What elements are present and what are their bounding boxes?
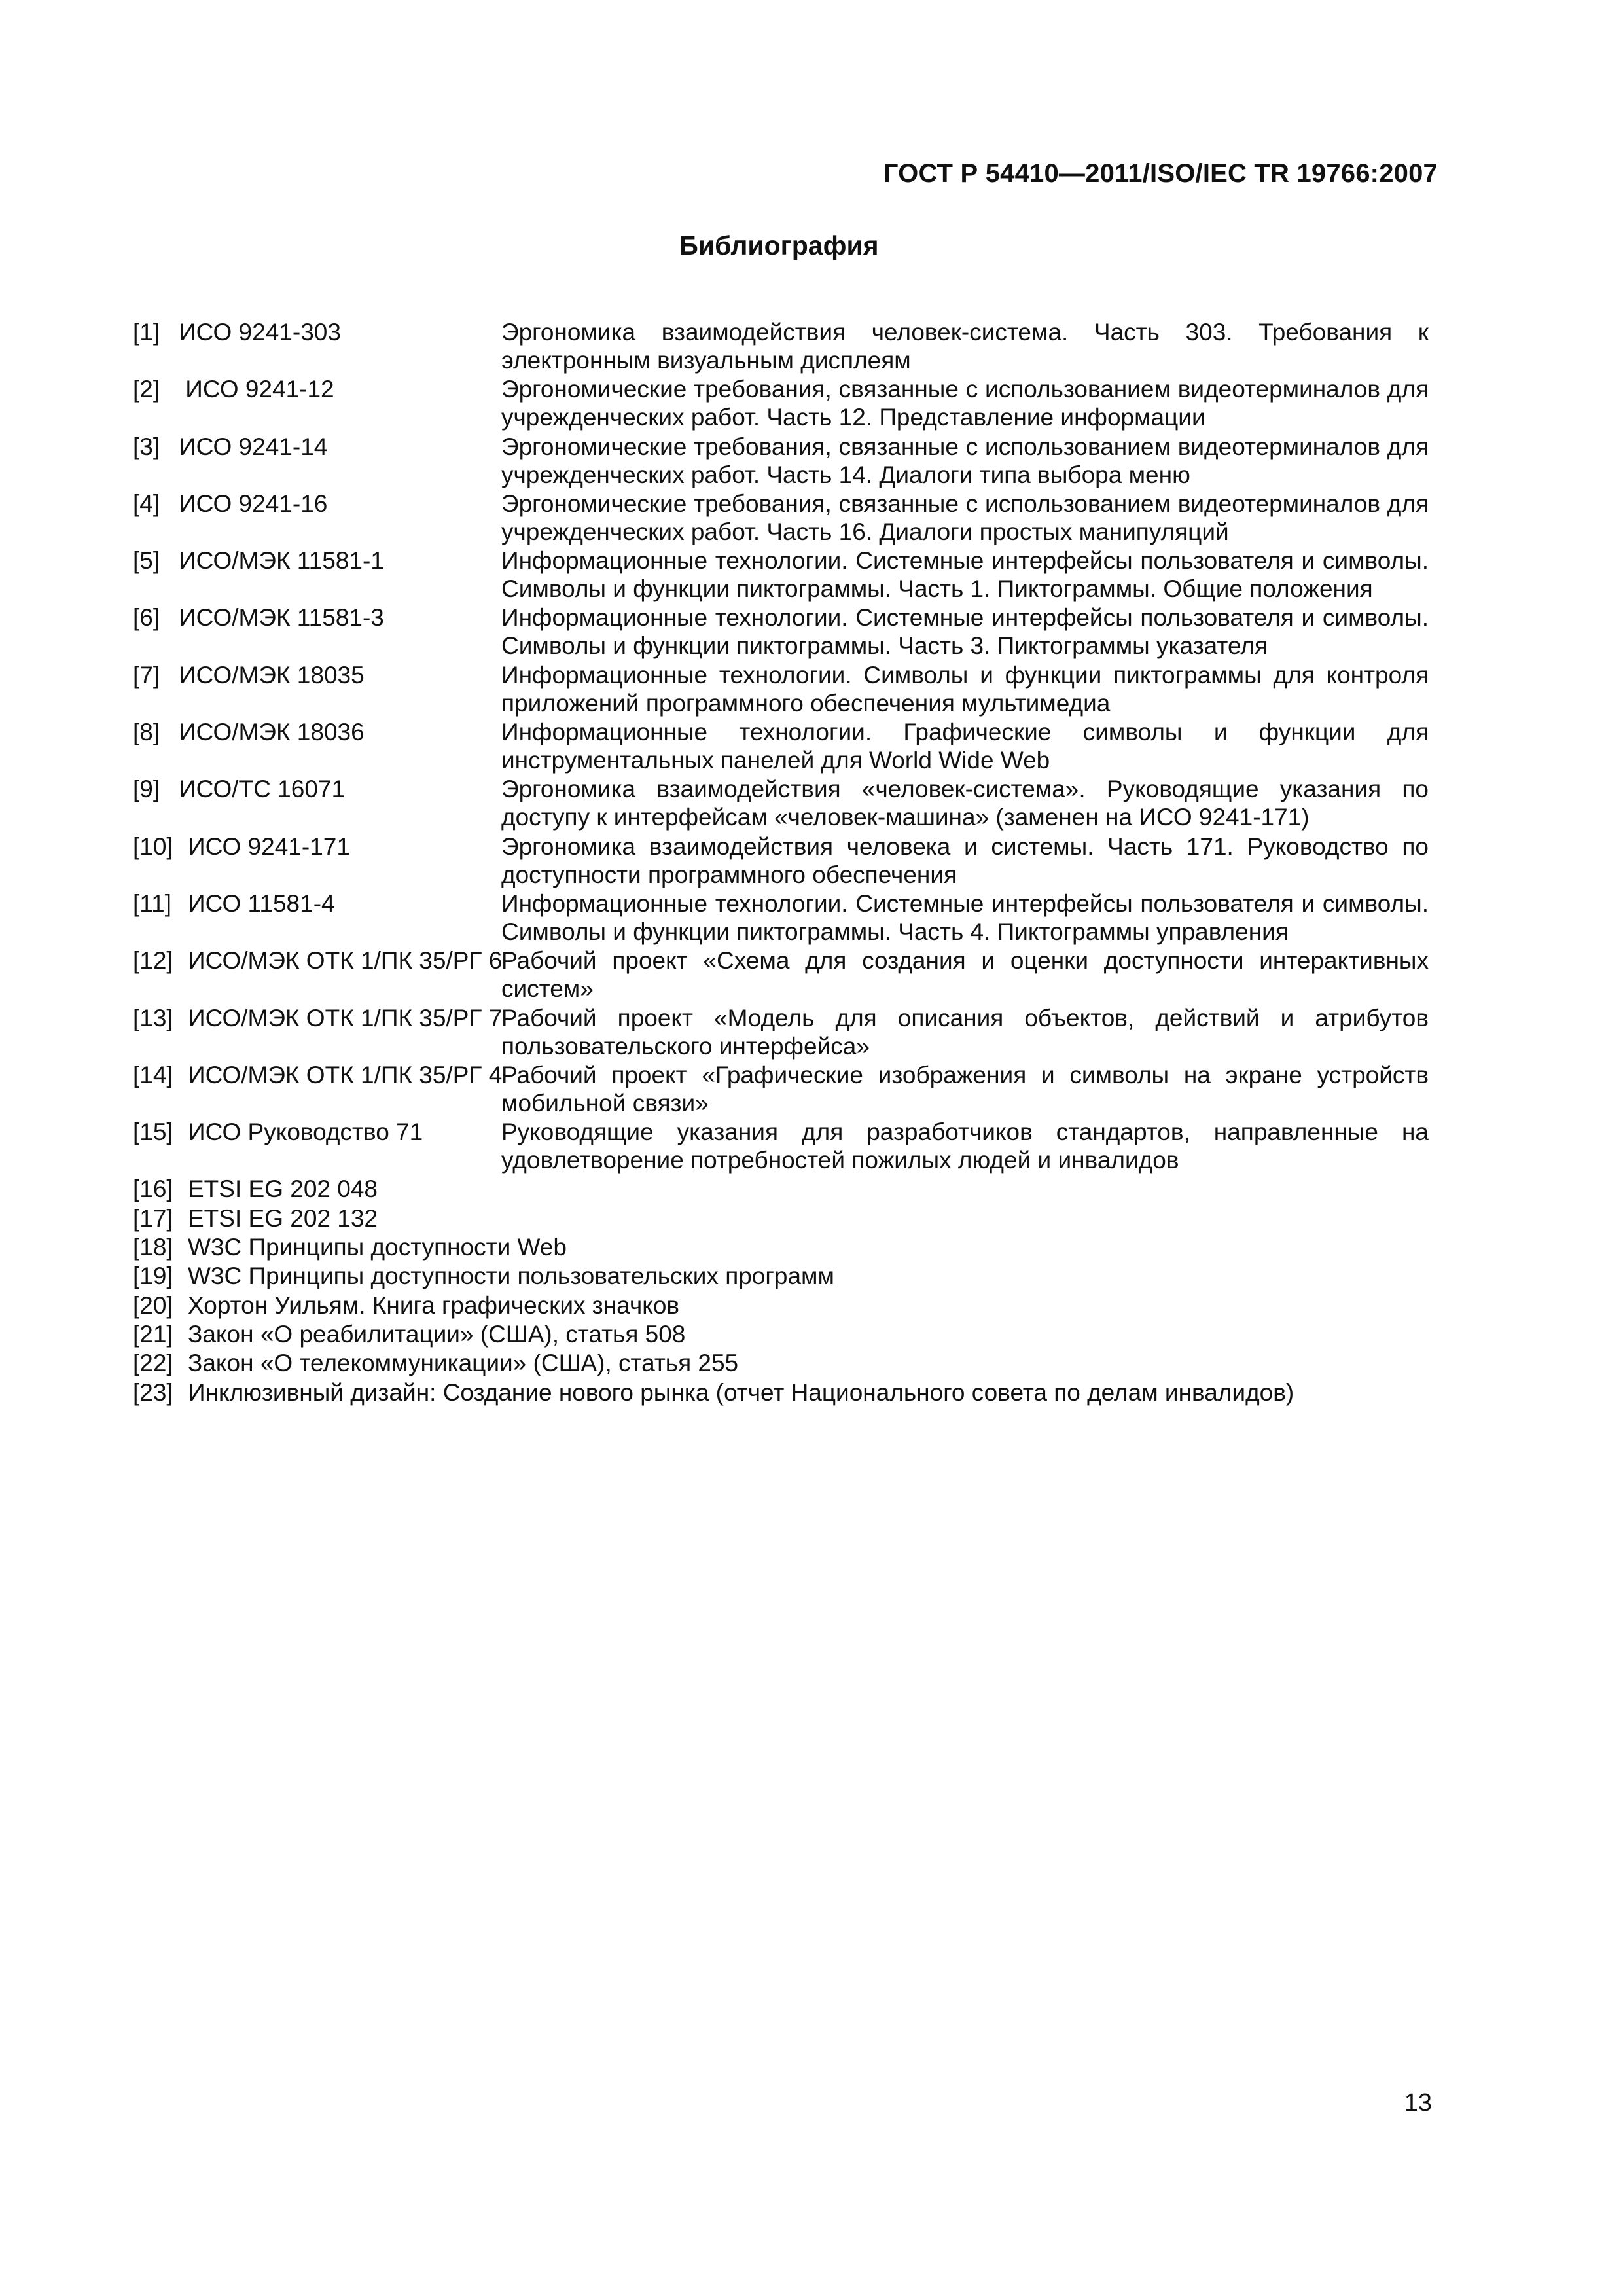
reference-number: [16] <box>133 1175 173 1203</box>
reference-description: Информационные технологии. Графические символы и функции для инструментальных панелей для World Wide Web <box>501 719 1429 774</box>
reference-entry <box>133 603 1429 660</box>
reference-number: [12] <box>133 947 173 975</box>
reference-code: ИСО Руководство 71 <box>188 1119 423 1146</box>
reference-description: Рабочий проект «Модель для описания объектов, действий и атрибутов пользовательского интерфейса» <box>501 1004 1429 1060</box>
reference-code: ИСО 9241-303 <box>179 319 341 346</box>
reference-entry <box>133 889 1429 946</box>
reference-description: Эргономические требования, связанные с использованием видеотерминалов для учрежденческих работ. Часть 16. Диалоги простых манипуляций <box>501 490 1429 545</box>
reference-description: Эргономика взаимодействия человека и системы. Часть 171. Руководство по доступности программного обеспечения <box>501 833 1429 888</box>
reference-entry <box>133 1291 1429 1319</box>
reference-description: Руководящие указания для разработчиков стандартов, направленные на удовлетворение потребностей пожилых людей и инвалидов <box>501 1119 1429 1174</box>
reference-description: Рабочий проект «Схема для создания и оценки доступности интерактивных систем» <box>501 947 1429 1003</box>
reference-number: [22] <box>133 1350 173 1377</box>
reference-text: ETSI EG 202 132 <box>188 1204 378 1232</box>
reference-entry <box>133 775 1429 831</box>
bibliography-list <box>133 318 1429 1407</box>
reference-code: ИСО 9241-16 <box>179 490 328 517</box>
reference-number: [13] <box>133 1004 173 1031</box>
page-number: 13 <box>1404 2089 1432 2117</box>
reference-code: ИСО 11581-4 <box>188 889 335 917</box>
reference-entry <box>133 1061 1429 1117</box>
reference-entry <box>133 375 1429 431</box>
reference-entry <box>133 1262 1429 1290</box>
reference-description: Информационные технологии. Системные интерфейсы пользователя и символы. Символы и функции пиктограммы. Часть 3. Пиктограммы указателя <box>501 604 1429 660</box>
reference-code: ИСО/МЭК 11581-3 <box>179 604 384 632</box>
reference-number: [15] <box>133 1119 173 1146</box>
reference-text: Хортон Уильям. Книга графических значков <box>188 1291 680 1319</box>
standard-designation: ГОСТ Р 54410—2011/ISO/IEC TR 19766:2007 <box>883 159 1438 188</box>
reference-code: ИСО/МЭК 18035 <box>179 661 365 689</box>
reference-entry <box>133 1004 1429 1060</box>
reference-entry <box>133 433 1429 489</box>
reference-text: Закон «О реабилитации» (США), статья 508 <box>188 1320 686 1348</box>
reference-entry <box>133 490 1429 546</box>
reference-description: Информационные технологии. Системные интерфейсы пользователя и символы. Символы и функции пиктограммы. Часть 1. Пиктограммы. Общие положения <box>501 547 1429 603</box>
reference-number: [18] <box>133 1234 173 1261</box>
reference-entry <box>133 946 1429 1003</box>
reference-entry <box>133 1204 1429 1232</box>
reference-number: [21] <box>133 1320 173 1348</box>
reference-description: Информационные технологии. Символы и функции пиктограммы для контроля приложений программного обеспечения мультимедиа <box>501 661 1429 717</box>
reference-text: W3C Принципы доступности пользовательских программ <box>188 1263 834 1290</box>
reference-entry <box>133 1349 1429 1377</box>
reference-number: [1] <box>133 319 160 346</box>
reference-number: [7] <box>133 661 160 689</box>
reference-number: [17] <box>133 1204 173 1232</box>
reference-code: ИСО 9241-14 <box>179 433 328 460</box>
reference-entry <box>133 1320 1429 1348</box>
reference-number: [8] <box>133 719 160 746</box>
reference-number: [20] <box>133 1291 173 1319</box>
reference-code: ИСО/МЭК 18036 <box>179 719 365 746</box>
reference-number: [14] <box>133 1061 173 1088</box>
reference-number: [6] <box>133 604 160 632</box>
reference-number: [3] <box>133 433 160 460</box>
reference-number: [9] <box>133 776 160 803</box>
reference-code: ИСО 9241-12 <box>179 376 334 403</box>
reference-number: [5] <box>133 547 160 575</box>
section-title: Библиография <box>679 230 879 260</box>
reference-number: [4] <box>133 490 160 517</box>
reference-code: ИСО/МЭК ОТК 1/ПК 35/РГ 6 <box>188 947 503 975</box>
reference-entry <box>133 547 1429 603</box>
reference-number: [19] <box>133 1263 173 1290</box>
reference-number: [11] <box>133 889 171 917</box>
reference-entry <box>133 833 1429 889</box>
reference-description: Эргономика взаимодействия «человек-система». Руководящие указания по доступу к интерфейсам «человек-машина» (заменен на ИСО 9241-171) <box>501 776 1429 831</box>
reference-description: Рабочий проект «Графические изображения и символы на экране устройств мобильной связи» <box>501 1061 1429 1117</box>
reference-number: [10] <box>133 833 173 860</box>
reference-description: Информационные технологии. Системные интерфейсы пользователя и символы. Символы и функции пиктограммы. Часть 4. Пиктограммы управления <box>501 889 1429 945</box>
reference-number: [2] <box>133 376 160 403</box>
reference-entry <box>133 318 1429 374</box>
reference-code: ИСО/МЭК 11581-1 <box>179 547 384 575</box>
reference-text: W3C Принципы доступности Web <box>188 1234 567 1261</box>
reference-entry <box>133 1175 1429 1203</box>
reference-description: Эргономика взаимодействия человек-система. Часть 303. Требования к электронным визуальным дисплеям <box>501 319 1429 374</box>
reference-entry <box>133 718 1429 774</box>
reference-code: ИСО/МЭК ОТК 1/ПК 35/РГ 4 <box>188 1061 503 1088</box>
reference-code: ИСО/ТС 16071 <box>179 776 346 803</box>
reference-entry <box>133 1118 1429 1174</box>
reference-text: ETSI EG 202 048 <box>188 1175 378 1203</box>
reference-code: ИСО/МЭК ОТК 1/ПК 35/РГ 7 <box>188 1004 503 1031</box>
reference-number: [23] <box>133 1378 173 1406</box>
reference-entry <box>133 661 1429 717</box>
reference-description: Эргономические требования, связанные с использованием видеотерминалов для учрежденческих работ. Часть 12. Представление информации <box>501 376 1429 431</box>
reference-code: ИСО 9241-171 <box>188 833 350 860</box>
reference-text: Инклюзивный дизайн: Создание нового рынка (отчет Национального совета по делам инвалидов) <box>188 1378 1294 1406</box>
reference-description: Эргономические требования, связанные с использованием видеотерминалов для учрежденческих работ. Часть 14. Диалоги типа выбора меню <box>501 433 1429 488</box>
reference-entry <box>133 1233 1429 1261</box>
reference-text: Закон «О телекоммуникации» (США), статья 255 <box>188 1350 739 1377</box>
reference-entry <box>133 1378 1429 1407</box>
